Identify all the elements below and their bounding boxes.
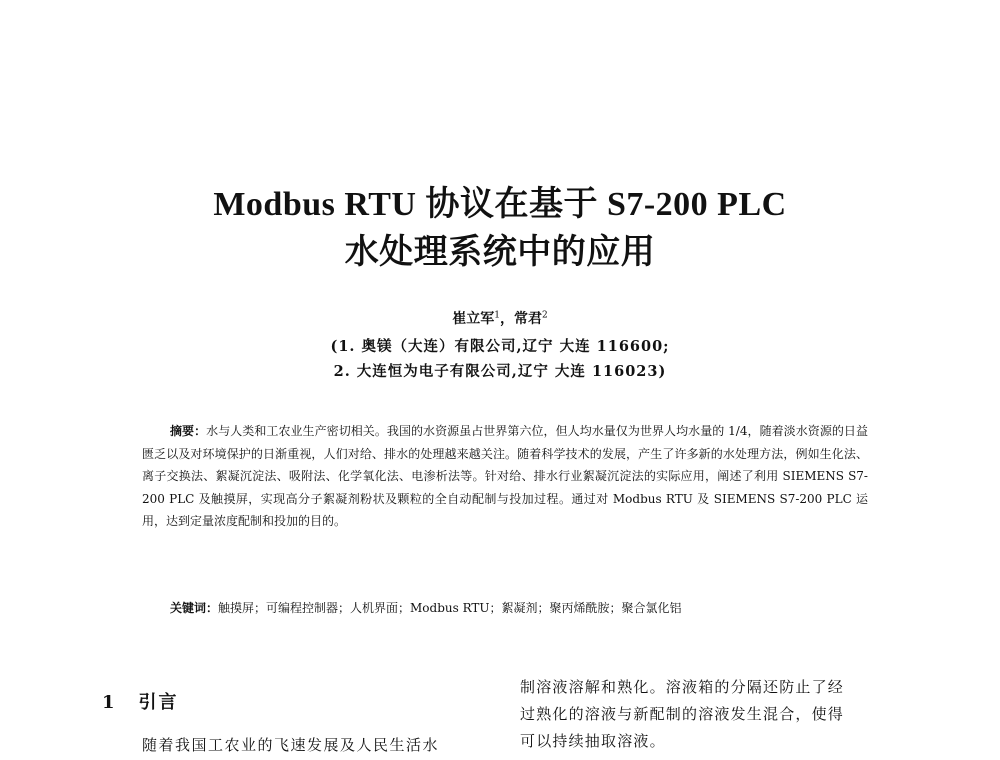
section-title: 引言 <box>138 692 179 713</box>
author-name-1: 崔立军 <box>452 311 495 327</box>
affiliations <box>0 334 1000 384</box>
paper-title <box>0 181 1000 277</box>
right-column-line-3: 可以持续抽取溶液。 <box>520 732 666 750</box>
affiliation-line-2: 2. 大连恒为电子有限公司,辽宁 大连 116023) <box>333 363 667 380</box>
right-column-paragraph <box>520 674 910 755</box>
author-affiliation-mark-1: 1 <box>494 310 500 321</box>
right-column-line-2: 过熟化的溶液与新配制的溶液发生混合，使得 <box>520 705 845 723</box>
author-affiliation-mark-2: 2 <box>542 310 548 321</box>
title-line-1: Modbus RTU 协议在基于 S7-200 PLC <box>213 185 787 223</box>
keywords-label: 关键词： <box>170 601 219 615</box>
author-separator: ， <box>500 311 514 327</box>
left-column-paragraph: 随着我国工农业的飞速发展及人民生活水 <box>142 736 440 754</box>
section-heading-introduction <box>102 688 179 714</box>
author-list <box>0 308 1000 328</box>
title-line-2: 水处理系统中的应用 <box>344 233 656 271</box>
abstract <box>142 420 868 533</box>
section-number: 1 <box>102 692 117 713</box>
keywords <box>170 597 870 619</box>
keywords-text: 触摸屏；可编程控制器；人机界面；Modbus RTU；絮凝剂；聚丙烯酰胺；聚合氯化铝 <box>218 601 682 615</box>
right-column-line-1: 制溶液溶解和熟化。溶液箱的分隔还防止了经 <box>520 678 845 696</box>
abstract-label: 摘要： <box>170 424 207 438</box>
author-name-2: 常君 <box>514 311 542 327</box>
affiliation-line-1: (1. 奥镁（大连）有限公司,辽宁 大连 116600; <box>330 338 670 355</box>
abstract-text: 水与人类和工农业生产密切相关。我国的水资源虽占世界第六位，但人均水量仅为世界人均水量的 1/4，随着淡水资源的日益匮乏以及对环境保护的日渐重视，人们对给、排水的处理越来越关注。随着科学技术的发展，产生了许多新的水处理方法，例如生化法、离子交换法、絮凝沉淀法、吸附法、化学氧化法、电渗析法等。针对给、排水行业絮凝沉淀法的实际应用，阐述了利用 SIEMENS S7-200 PLC 及触摸屏，实现高分子絮凝剂粉状及颗粒的全自动配制与投加过程。通过对 Modbus RTU 及 SIEMENS S7-200 PLC 运用，达到定量浓度配制和投加的目的。 <box>142 424 868 528</box>
